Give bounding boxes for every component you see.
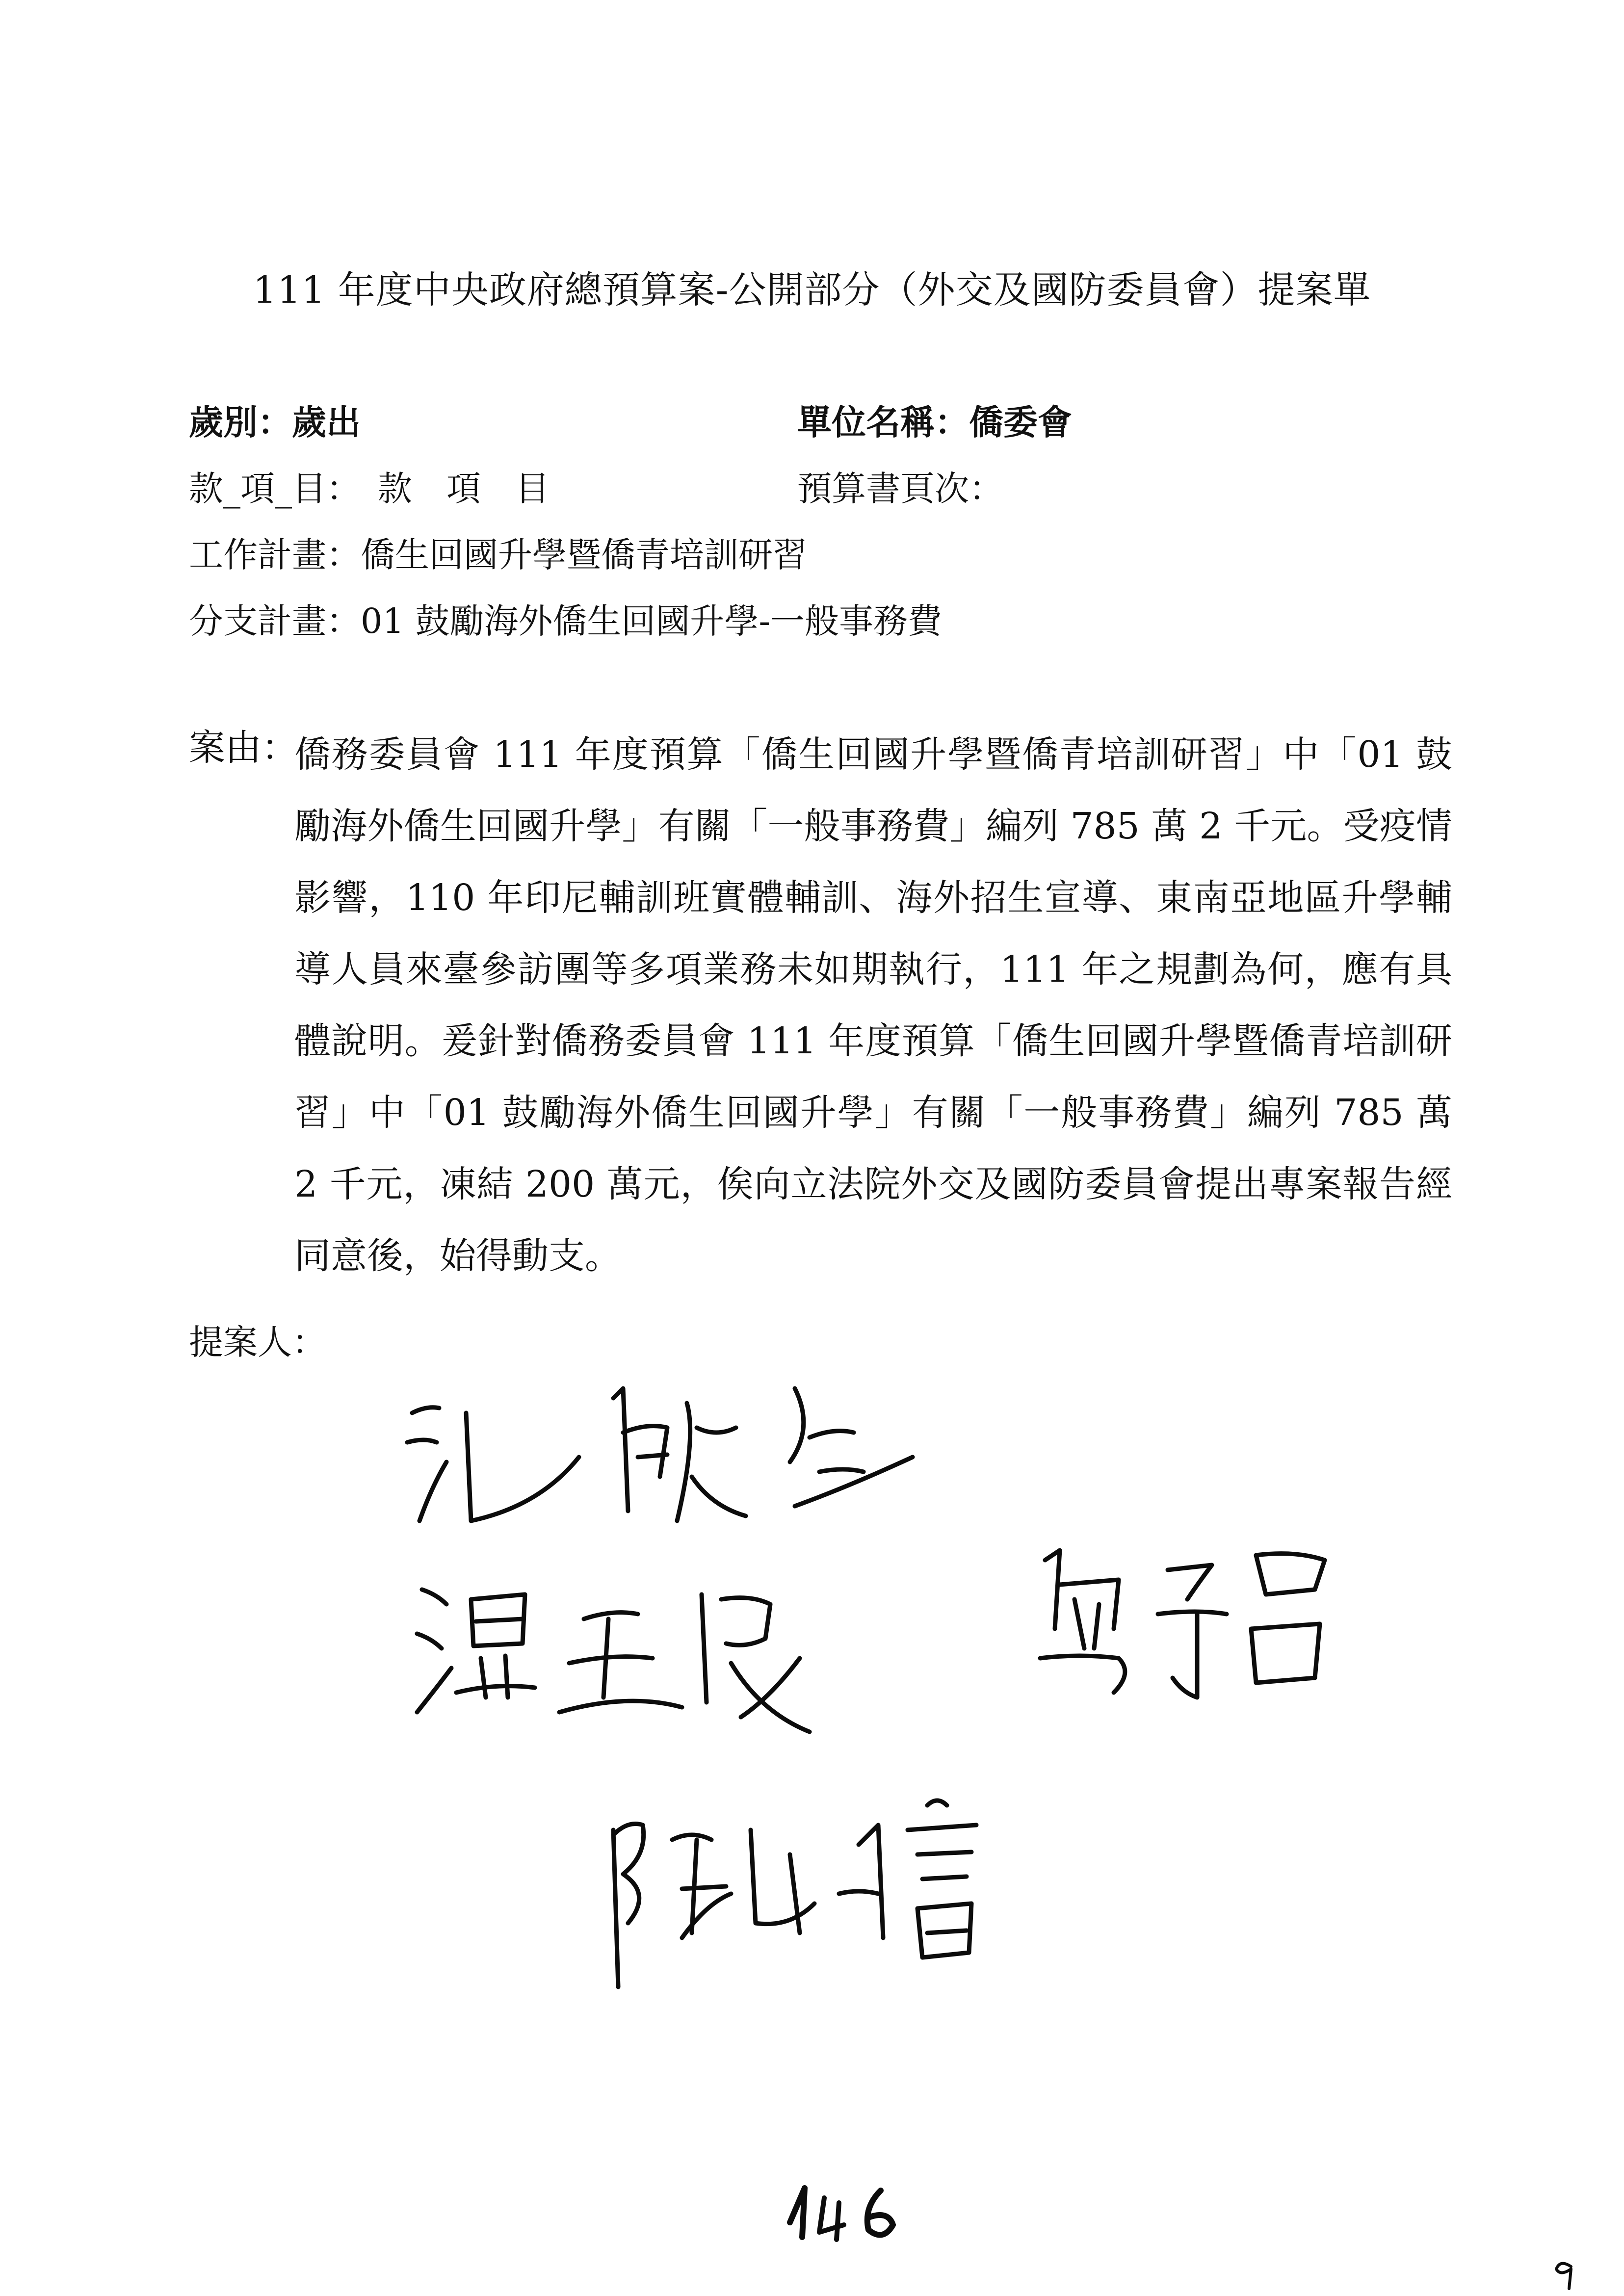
case-body: 僑務委員會 111 年度預算「僑生回國升學暨僑青培訓研習」中「01 鼓勵海外僑生回國升學」有關「一般事務費」編列 785 萬 2 千元。受疫情影響，110 年印尼輔訓班實體輔訓、海外招生宣導、東南亞地區升學輔導人員來臺參訪團等多項業務未如期執行，111 年之規劃為何，應有具體說明。爰針對僑務委員會 111 年度預算「僑生回國升學暨僑青培訓研習」中「01 鼓勵海外僑生回國升學」有關「一般事務費」編列 785 萬 2 千元，凍結 200 萬元，俟向立法院外交及國防委員會提出專案報告經同意後，始得動支。	[294, 733, 1452, 1277]
sub-plan: 分支計畫：01 鼓勵海外僑生回國升學-一般事務費	[189, 601, 942, 641]
work-plan: 工作計畫：僑生回國升學暨僑青培訓研習	[189, 535, 807, 575]
budget-page: 預算書頁次：	[797, 469, 1003, 509]
case-label: 案由：	[189, 727, 298, 769]
handwritten-page-number	[785, 2178, 932, 2249]
unit-name: 單位名稱：僑委會	[797, 402, 1072, 443]
signature-2	[407, 1550, 898, 1739]
signature-4	[584, 1776, 1074, 2004]
fiscal-category: 歲別：歲出	[189, 402, 361, 443]
proposer-label: 提案人：	[189, 1322, 326, 1362]
signature-3	[1021, 1531, 1364, 1709]
corner-page-number	[1550, 2257, 1580, 2293]
document-title: 111 年度中央政府總預算案-公開部分（外交及國防委員會）提案單	[253, 268, 1371, 312]
signature-1	[393, 1359, 932, 1557]
kuan-xiang-mu: 款_項_目： 款 項 目	[189, 469, 550, 509]
